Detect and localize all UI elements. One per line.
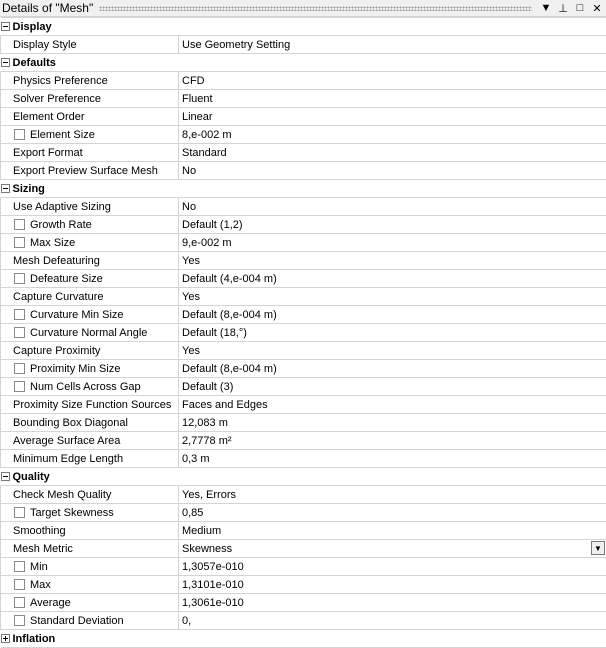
collapse-icon[interactable]: [1, 58, 10, 67]
section-header-cell[interactable]: [1, 18, 606, 36]
parameter-checkbox[interactable]: [14, 597, 25, 608]
property-label: Max Size: [30, 237, 75, 249]
property-name-cell[interactable]: [1, 216, 179, 234]
property-label: Standard Deviation: [30, 615, 124, 627]
property-value-cell[interactable]: [179, 252, 606, 270]
property-row-solver-preference[interactable]: [1, 90, 606, 108]
property-value-cell[interactable]: [179, 360, 606, 378]
property-row-export-format[interactable]: [1, 144, 606, 162]
property-row-use-adaptive-sizing[interactable]: [1, 198, 606, 216]
property-name-cell[interactable]: [1, 342, 179, 360]
parameter-checkbox[interactable]: [14, 381, 25, 392]
property-row-curvature-normal-angle[interactable]: [1, 324, 606, 342]
property-value-cell[interactable]: [179, 504, 606, 522]
property-label: Export Format: [13, 147, 83, 159]
property-label: Smoothing: [13, 525, 66, 537]
parameter-checkbox[interactable]: [14, 129, 25, 140]
property-row-max-size[interactable]: [1, 234, 606, 252]
property-value: CFD: [182, 75, 205, 87]
property-value-cell[interactable]: [179, 378, 606, 396]
section-defaults[interactable]: [1, 54, 606, 72]
property-name-cell[interactable]: [1, 486, 179, 504]
property-name-cell[interactable]: [1, 90, 179, 108]
section-sizing[interactable]: [1, 180, 606, 198]
parameter-checkbox[interactable]: [14, 309, 25, 320]
property-value-cell: [179, 432, 606, 450]
property-value-cell[interactable]: [179, 144, 606, 162]
details-grid: [0, 17, 606, 648]
collapse-icon[interactable]: [1, 22, 10, 31]
property-row-mesh-metric[interactable]: [1, 540, 606, 558]
property-name-cell[interactable]: [1, 72, 179, 90]
parameter-checkbox[interactable]: [14, 219, 25, 230]
property-row-export-preview-surface-mesh[interactable]: [1, 162, 606, 180]
property-label: Export Preview Surface Mesh: [13, 165, 158, 177]
close-icon[interactable]: ✕: [589, 0, 605, 16]
property-label: Capture Curvature: [13, 291, 104, 303]
property-name-cell[interactable]: [1, 594, 179, 612]
property-row-min[interactable]: [1, 558, 606, 576]
section-header-cell[interactable]: [1, 468, 606, 486]
pin-icon[interactable]: ⊥: [555, 0, 571, 16]
property-label: Curvature Min Size: [30, 309, 124, 321]
property-value: Fluent: [182, 93, 213, 105]
property-value: Faces and Edges: [182, 399, 268, 411]
property-value: 9,e-002 m: [182, 237, 232, 249]
property-value-cell[interactable]: [179, 108, 606, 126]
property-row-average[interactable]: [1, 594, 606, 612]
property-value: Skewness: [182, 543, 232, 555]
property-value-cell: [179, 612, 606, 630]
property-value: Yes: [182, 291, 200, 303]
parameter-checkbox[interactable]: [14, 579, 25, 590]
property-value-cell: [179, 594, 606, 612]
property-name-cell[interactable]: [1, 36, 179, 54]
property-value-cell: [179, 450, 606, 468]
property-label: Bounding Box Diagonal: [13, 417, 128, 429]
section-inflation[interactable]: [1, 630, 606, 648]
parameter-checkbox[interactable]: [14, 237, 25, 248]
property-row-smoothing[interactable]: [1, 522, 606, 540]
property-value-cell[interactable]: [179, 270, 606, 288]
parameter-checkbox[interactable]: [14, 327, 25, 338]
property-row-average-surface-area[interactable]: [1, 432, 606, 450]
property-value: 1,3057e-010: [182, 561, 244, 573]
property-value: 2,7778 m²: [182, 435, 232, 447]
property-value-cell[interactable]: [179, 90, 606, 108]
property-label: Average: [30, 597, 71, 609]
property-value: 8,e-002 m: [182, 129, 232, 141]
property-name-cell[interactable]: [1, 324, 179, 342]
dropdown-arrow-icon[interactable]: ▼: [591, 541, 605, 555]
property-label: Mesh Defeaturing: [13, 255, 100, 267]
property-row-target-skewness[interactable]: [1, 504, 606, 522]
section-header-cell[interactable]: [1, 180, 606, 198]
property-name-cell[interactable]: [1, 162, 179, 180]
property-value: Medium: [182, 525, 221, 537]
property-name-cell[interactable]: [1, 432, 179, 450]
property-value-cell[interactable]: [179, 306, 606, 324]
property-row-check-mesh-quality[interactable]: [1, 486, 606, 504]
property-value: Default (4,e-004 m): [182, 273, 277, 285]
property-name-cell[interactable]: [1, 126, 179, 144]
property-row-element-order[interactable]: [1, 108, 606, 126]
property-row-proximity-min-size[interactable]: [1, 360, 606, 378]
property-value-cell[interactable]: [179, 486, 606, 504]
property-label: Capture Proximity: [13, 345, 100, 357]
property-row-element-size[interactable]: [1, 126, 606, 144]
section-label: Display: [13, 21, 52, 33]
parameter-checkbox[interactable]: [14, 615, 25, 626]
property-value-cell[interactable]: [179, 522, 606, 540]
property-value: 0,: [182, 615, 191, 627]
property-row-mesh-defeaturing[interactable]: [1, 252, 606, 270]
property-label: Mesh Metric: [13, 543, 73, 555]
property-label: Physics Preference: [13, 75, 108, 87]
property-name-cell[interactable]: [1, 522, 179, 540]
property-label: Average Surface Area: [13, 435, 120, 447]
property-label: Element Order: [13, 111, 85, 123]
parameter-checkbox[interactable]: [14, 561, 25, 572]
property-value-cell[interactable]: [179, 234, 606, 252]
property-value: Linear: [182, 111, 213, 123]
property-name-cell[interactable]: [1, 252, 179, 270]
property-name-cell[interactable]: [1, 414, 179, 432]
parameter-checkbox[interactable]: [14, 273, 25, 284]
property-row-capture-proximity[interactable]: [1, 342, 606, 360]
property-row-capture-curvature[interactable]: [1, 288, 606, 306]
property-value: No: [182, 165, 196, 177]
expand-icon[interactable]: [1, 634, 10, 643]
property-value-cell: [179, 558, 606, 576]
property-value: Standard: [182, 147, 227, 159]
property-value: Default (18,°): [182, 327, 247, 339]
panel-title: Details of "Mesh": [0, 1, 93, 15]
property-value: Yes: [182, 255, 200, 267]
property-value-cell[interactable]: [179, 36, 606, 54]
property-label: Defeature Size: [30, 273, 103, 285]
property-value: Default (3): [182, 381, 233, 393]
property-name-cell[interactable]: [1, 612, 179, 630]
property-label: Growth Rate: [30, 219, 92, 231]
property-value: Default (1,2): [182, 219, 243, 231]
property-row-defeature-size[interactable]: [1, 270, 606, 288]
property-label: Min: [30, 561, 48, 573]
property-value-cell[interactable]: [179, 342, 606, 360]
property-row-minimum-edge-length[interactable]: [1, 450, 606, 468]
dropdown-menu-icon[interactable]: ▼: [538, 0, 554, 16]
details-titlebar: [0, 0, 606, 17]
property-value-cell[interactable]: [179, 198, 606, 216]
property-value: Default (8,e-004 m): [182, 309, 277, 321]
property-row-max[interactable]: [1, 576, 606, 594]
property-label: Check Mesh Quality: [13, 489, 111, 501]
property-name-cell[interactable]: [1, 378, 179, 396]
property-value: 0,85: [182, 507, 203, 519]
property-value: 1,3101e-010: [182, 579, 244, 591]
property-label: Target Skewness: [30, 507, 114, 519]
property-name-cell[interactable]: [1, 360, 179, 378]
property-row-num-cells-across-gap[interactable]: [1, 378, 606, 396]
property-name-cell[interactable]: [1, 108, 179, 126]
property-value: Yes: [182, 345, 200, 357]
property-row-bounding-box-diagonal[interactable]: [1, 414, 606, 432]
property-name-cell[interactable]: [1, 450, 179, 468]
property-value-cell[interactable]: [179, 216, 606, 234]
property-label: Use Adaptive Sizing: [13, 201, 111, 213]
property-value-cell: [179, 576, 606, 594]
property-value: 1,3061e-010: [182, 597, 244, 609]
property-name-cell[interactable]: [1, 558, 179, 576]
property-row-physics-preference[interactable]: [1, 72, 606, 90]
section-label: Quality: [13, 471, 50, 483]
collapse-icon[interactable]: [1, 472, 10, 481]
property-value: 0,3 m: [182, 453, 210, 465]
property-row-standard-deviation[interactable]: [1, 612, 606, 630]
property-name-cell[interactable]: [1, 270, 179, 288]
property-label: Curvature Normal Angle: [30, 327, 147, 339]
property-row-display-style[interactable]: [1, 36, 606, 54]
property-name-cell[interactable]: [1, 540, 179, 558]
property-value: Yes, Errors: [182, 489, 236, 501]
property-name-cell[interactable]: [1, 396, 179, 414]
property-row-curvature-min-size[interactable]: [1, 306, 606, 324]
property-label: Proximity Min Size: [30, 363, 120, 375]
property-value: 12,083 m: [182, 417, 228, 429]
property-value: Default (8,e-004 m): [182, 363, 277, 375]
property-name-cell[interactable]: [1, 306, 179, 324]
section-label: Defaults: [13, 57, 56, 69]
property-value-cell[interactable]: [179, 540, 606, 558]
section-header-cell[interactable]: [1, 54, 606, 72]
property-value: Use Geometry Setting: [182, 39, 290, 51]
property-label: Element Size: [30, 129, 95, 141]
property-value-cell[interactable]: [179, 72, 606, 90]
property-label: Num Cells Across Gap: [30, 381, 141, 393]
section-label: Inflation: [13, 633, 56, 645]
section-header-cell[interactable]: [1, 630, 606, 648]
property-value-cell[interactable]: [179, 396, 606, 414]
maximize-icon[interactable]: □: [572, 0, 588, 16]
property-label: Proximity Size Function Sources: [13, 399, 171, 411]
property-value-cell: [179, 414, 606, 432]
drag-grip[interactable]: [99, 6, 532, 11]
collapse-icon[interactable]: [1, 184, 10, 193]
property-name-cell[interactable]: [1, 576, 179, 594]
section-display[interactable]: [1, 18, 606, 36]
parameter-checkbox[interactable]: [14, 363, 25, 374]
parameter-checkbox[interactable]: [14, 507, 25, 518]
property-name-cell[interactable]: [1, 504, 179, 522]
property-value-cell[interactable]: [179, 162, 606, 180]
property-row-proximity-size-function-sources[interactable]: [1, 396, 606, 414]
property-name-cell[interactable]: [1, 144, 179, 162]
property-label: Display Style: [13, 39, 77, 51]
section-label: Sizing: [13, 183, 45, 195]
property-value-cell[interactable]: [179, 324, 606, 342]
property-name-cell[interactable]: [1, 198, 179, 216]
property-label: Max: [30, 579, 51, 591]
property-value: No: [182, 201, 196, 213]
property-name-cell[interactable]: [1, 288, 179, 306]
property-value-cell[interactable]: [179, 126, 606, 144]
property-label: Minimum Edge Length: [13, 453, 123, 465]
section-quality[interactable]: [1, 468, 606, 486]
property-row-growth-rate[interactable]: [1, 216, 606, 234]
property-value-cell[interactable]: [179, 288, 606, 306]
property-label: Solver Preference: [13, 93, 101, 105]
property-name-cell[interactable]: [1, 234, 179, 252]
